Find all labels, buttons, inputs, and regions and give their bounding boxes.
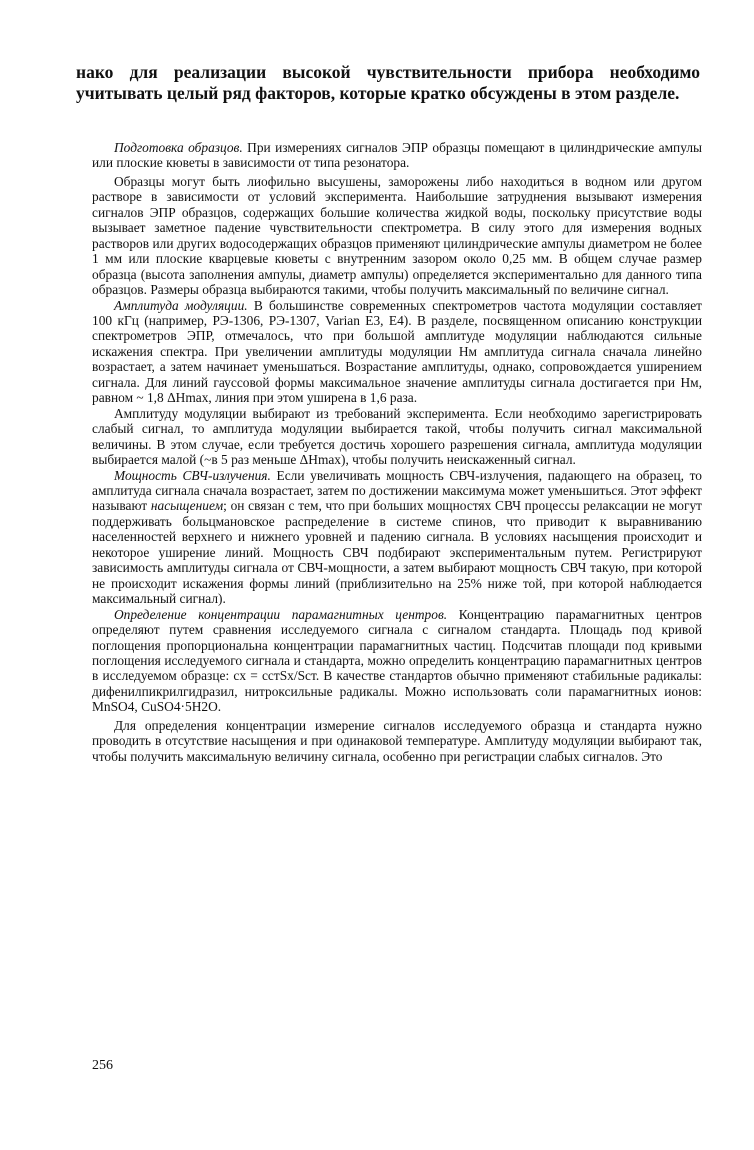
intro-paragraph: нако для реализации высокой чувствительности прибора необходимо учитывать целый ряд факторов, которые кратко обсуждены в этом разделе. bbox=[76, 62, 700, 103]
paragraph-concentration bbox=[92, 607, 702, 715]
paragraph-sample-prep bbox=[92, 140, 702, 171]
term-saturation: насыщением bbox=[150, 498, 224, 514]
paragraph-modulation bbox=[92, 298, 702, 406]
paragraph-text: В большинстве современных спектрометров частота модуляции составляет 100 кГц (например, РЭ-1306, РЭ-1307, Varian E3, E4). В разделе, посвященном описанию конструкции спектрометров ЭПР, отмечалось, что при большой амплитуде модуляции наблюдаются сильные искажения спектра. При увеличении амплитуды модуляции Hм амплитуда сигнала сначала линейно возрастает, а затем начинает уменьшаться. Возрастание амплитуды, однако, сопровождается уширением сигнала. Для линий гауссовой формы максимальное значение амплитуды сигнала достигается при Hм, равном ~ 1,8 ΔHmax, линия при этом уширена в 1,6 раза. bbox=[92, 297, 702, 406]
paragraph-text: Концентрацию парамагнитных центров определяют путем сравнения исследуемого сигнала с сигналом стандарта. Площадь под кривой поглощения пропорциональна концентрации парамагнитных частиц. Подсчитав площади под кривыми поглощения исследуемого сигнала и стандарта, можно определить концентрацию парамагнитных центров в исследуемом образце: cx = cстSx/Sст. В качестве стандартов обычно применяют стабильные радикалы: дифенилпикрилгидразил, нитроксильные радикалы. Можно использовать соли парамагнитных ионов: MnSO4, CuSO4·5H2O. bbox=[92, 606, 702, 715]
paragraph-text: ; он связан с тем, что при больших мощностях СВЧ процессы релаксации не могут поддерживать больцмановское распределение в системе спинов, что приводит к выравниванию населенностей верхнего и нижнего уровней и падению сигнала. В условиях насыщения происходит и некоторое уширение линий. Мощность СВЧ подбирают экспериментальным путем. Регистрируют зависимость амплитуды сигнала от СВЧ-мощности, а затем выбирают мощность СВЧ такую, при которой не происходит искажения формы линий (приблизительно на 25% ниже той, при которой наблюдается максимальный сигнал). bbox=[92, 498, 702, 607]
page-number: 256 bbox=[92, 1058, 113, 1073]
paragraph-modulation-choice: Амплитуду модуляции выбирают из требований эксперимента. Если необходимо зарегистрировать слабый сигнал, то амплитуда модуляции выбирается такой, чтобы получить сигнал максимальной величины. В этом случае, если требуется достичь хорошего разрешения сигнала, амплитуда модуляции выбирается малой (~в 5 раз меньше ΔHmax), чтобы получить неискаженный сигнал. bbox=[92, 405, 702, 468]
section-heading: Мощность СВЧ-излучения. bbox=[114, 467, 271, 483]
section-heading: Определение концентрации парамагнитных центров. bbox=[114, 606, 448, 622]
section-heading: Подготовка образцов. bbox=[114, 140, 243, 155]
body-text bbox=[92, 140, 702, 767]
paragraph-sample-size: Образцы могут быть лиофильно высушены, заморожены либо находиться в водном или другом растворе в зависимости от условий эксперимента. Наибольшие затруднения вызывают измерения сигналов ЭПР образцов, содержащих большие количества жидкой воды, поскольку присутствие воды вызывает заметное падение чувствительности спектрометра. В силу этого для измерения водных растворов или других водосодержащих образцов применяют цилиндрические ампулы диаметром не более 1 мм или плоские кварцевые кюветы с внутренним зазором около 0,25 мм. В общем случае размер образца (высота заполнения ампулы, диаметр ампулы) определяется экспериментально для данного типа образцов. Размеры образца выбираются такими, чтобы получить максимальный по величине сигнал. bbox=[92, 173, 702, 298]
paragraph-concentration-conditions: Для определения концентрации измерение сигналов исследуемого образца и стандарта нужно проводить в отсутствие насыщения и при одинаковой температуре. Амплитуду модуляции выбирают так, чтобы получить максимальную величину сигнала, особенно при регистрации слабых сигналов. Это bbox=[92, 717, 702, 764]
section-heading: Амплитуда модуляции. bbox=[114, 297, 248, 313]
paragraph-microwave-power bbox=[92, 468, 702, 607]
paragraph-text: Если увеличивать мощность СВЧ-излучения, падающего на образец, то амплитуда сигнала сначала возрастает, затем по достижении максимума может уменьшиться. Этот эффект называют bbox=[92, 467, 702, 514]
paragraph-text: При измерениях сигналов ЭПР образцы помещают в цилиндрические ампулы или плоские кюветы в зависимости от типа резонатора. bbox=[92, 140, 703, 171]
